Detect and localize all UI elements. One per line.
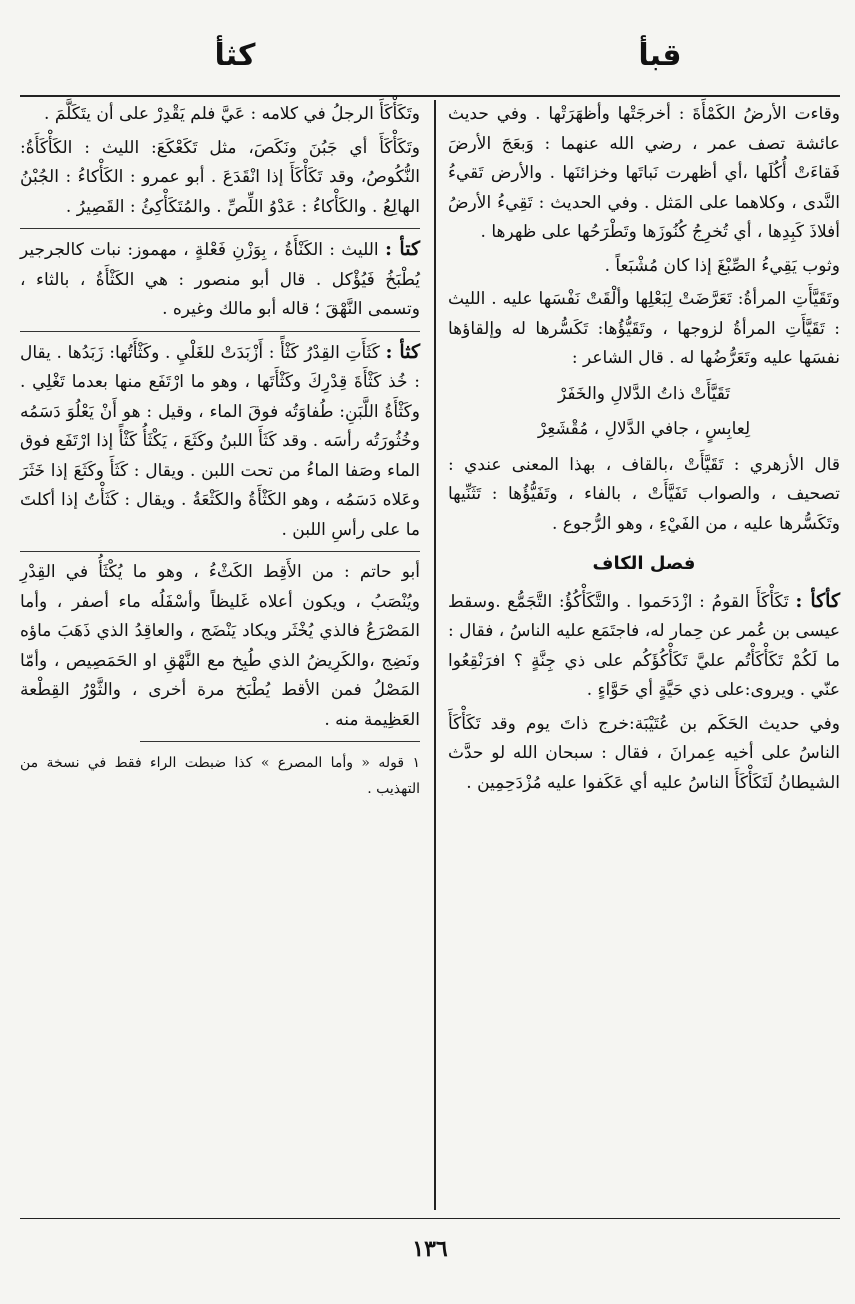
footnote: ١ قوله « وأما المصرع » كذا ضبطت الراء فقط في نسخة من التهذيب . <box>20 755 420 797</box>
entry-divider <box>20 551 420 552</box>
entry-paragraph: وتَكَأْكَأَ الرجلُ في كلامه : عَيَّ فلم يَقْدِرْ على أن يتَكَلَّمَ . <box>44 104 420 124</box>
entry-paragraph: وقاءت الأرضُ الكَمْأَةَ : أخرجَتْها وأظهَرَتْها . وفي حديث عائشة تصف عمر ، رضي الله عنهما : وَبعَجَ الأرضَ فَقاءَتْ أُكُلَها ،أي أظهرت نَباتَها وخزائنَها . والأرض تَقيءُ النَّدى ، وكلاهما على المَثل . وفي الحديث : تَقِيءُ الأرضُ أفلاذَ كَبِدِها ، أي تُخرِجُ كُنُوزَها وتَطْرَحُها على ظهرها . <box>448 104 840 242</box>
left-column <box>20 100 420 816</box>
entry-text: تَكَأْكَأَ القومُ : ازْدَحَموا . والتَّكَأْكُؤُ: التَّجَمُّع .وسقط عيسى بن عُمر عن حِمار له، فاجتَمَع عليه الناسُ ، فقال : ما لَكُمْ تَكَأْكَأْتُم عليَّ تَكَأْكُؤَكُم على ذي جِنَّةٍ ؟ افرَنْقِعُوا عنّي . ويروى:على ذي حَيَّةٍ أي حَوَّاءٍ . <box>448 591 840 700</box>
entry-paragraph: قال الأزهري : تَقَيَّأَتْ ،بالقاف ، بهذا المعنى عندي : تصحيف ، والصواب تَفَيَّأَتْ ، بالفاء ، وتَفَيُّؤُها : تَثَنِّيها وتَكَسُّرها عليه ، من الفَيْءِ ، وهو الرُّجوع . <box>448 454 840 534</box>
entry-text: الليث : الكَنْأَةُ ، بِوَزْنِ فَعْلةٍ ، مهموز: نبات كالجرجير يُطْبَخُ فَيُؤْكل . قال أبو منصور : هي الكَثْأَةُ ، بالثاء ، وتسمى النَّهْقَ ؛ قاله أبو مالك وغيره . <box>20 240 420 319</box>
entry-divider <box>20 228 420 229</box>
entry-paragraph <box>20 235 420 325</box>
entry-headword: كثأ : <box>385 340 420 363</box>
entry-paragraph <box>20 338 420 546</box>
entry-paragraph: وتَقَيَّأَتِ المرأةُ: تَعَرَّضَتْ لِبَعْلِها وألْقَتْ نَفْسَها عليه . الليث : تَقَيَّأَتِ المرأةُ لزوجها ، وتَقَيُّؤُها: تَكَسُّرها له وإلقاؤها نفسَها عليه وتَعَرُّضُها له . قال الشاعر : <box>448 289 840 368</box>
entry-paragraph: وتَكَأْكَأَ أي جَبُنَ ونَكَصَ، مثل تَكَعْكَعَ: الليث : الكَأْكَأَةُ: النُّكُوصُ، وقد تَكَأْكَأَ إذا انْقَدَعَ . أبو عمرو : الكَأْكاءُ : الجُبْنُ الهالِعُ . والكَأْكاءُ : عَدْوُ اللِّصِّ . والمُتَكَأْكِئُ : القَصِيرُ . <box>20 137 420 217</box>
entry-paragraph: أبو حاتم : من الأَقِط الكَثْءُ ، وهو ما يُكْثَأُ في القِدْرِ ويُنْصَبُ ، ويكون أعلاه غَليظاً وأسْفَلُه ماء أصفر ، وأما المَصْرَعُ فالذي يُخْثَر ويكاد يَنْضَج ، والعاقِدُ الذي ذَهَبَ ماؤه ونَضِج ،والكَرِيضُ الذي طُبِخ مع النَّهْقِ او الحَمَصِيص ، وأمّا المَصْلُ فمن الأقط يُطْبَخ مرة أخرى ، والثَّوْرُ القِطْعة العَظِيمة منه . <box>20 562 420 730</box>
verse-line: لِعابِسٍ ، جافي الدَّلالِ ، مُقْشَعِرْ <box>537 419 751 439</box>
entry-text: كَثَأَتِ القِدْرُ كَثْأً : أَزْبَدَتْ للغَلْيِ . وكَثْأَتُها: زَبَدُها . يقال : خُذ كَثْأَةَ قِدْرِكَ وكَثْأَتَها ، وهو ما ارْتَفَع منها بعدما تَغْلِي . وكَثْأَةُ اللَّبَنِ: طُفاوَتُه فوقَ الماء ، وقيل : هو أَنْ يَعْلُوَ دَسَمُه وخُثُورَتُه رأسَه . وقد كَثَأَ اللبنُ وكَثَعَ ، يَكْثَأُ كَثْأً إذا ارْتَفَع فوق الماء وصَفا الماءُ من تحت اللبن . ويقال : كَثَأَ وكَثَعَ إذا خَثَرَ وعَلاه دَسَمُه ، وهو الكَثْأَةُ والكَثْعَةُ . ويقال : كَثَأْتُ إذا أكلتَ ما على رأسِ اللبن . <box>20 342 420 540</box>
right-column <box>448 100 840 802</box>
column-divider <box>434 100 436 1210</box>
entry-paragraph: وفي حديث الحَكَم بن عُتَيْبَة:خرج ذاتَ يوم وقد تَكَأْكَأَ الناسُ على أخيه عِمرانَ ، فقال : سبحان الله لو حدَّث الشيطانُ لَتَكَأْكَأَ الناسُ عليه أي عَكَفوا عليه مُزْدَحِمِين . <box>448 713 840 793</box>
entry-headword: كأكأ : <box>795 589 841 612</box>
footnote-rule <box>140 741 420 742</box>
verse-line: تَقَيَّأَتْ ذاتُ الدَّلالِ والخَفَرْ <box>557 383 731 404</box>
entry-divider <box>20 331 420 332</box>
entry-headword: كتأ : <box>384 238 421 260</box>
section-title: فصل الكاف <box>592 553 696 574</box>
footer-rule <box>20 1218 840 1219</box>
entry-paragraph: وثوب يَقِيءُ الصِّبْغَ إذا كان مُشْبَعاً . <box>604 255 840 276</box>
entry-paragraph <box>448 587 840 706</box>
running-header-left: كثأ <box>214 38 256 73</box>
page-number: ١٣٦ <box>412 1236 448 1262</box>
header-rule <box>20 95 840 97</box>
running-header-right: قبأ <box>638 38 682 73</box>
